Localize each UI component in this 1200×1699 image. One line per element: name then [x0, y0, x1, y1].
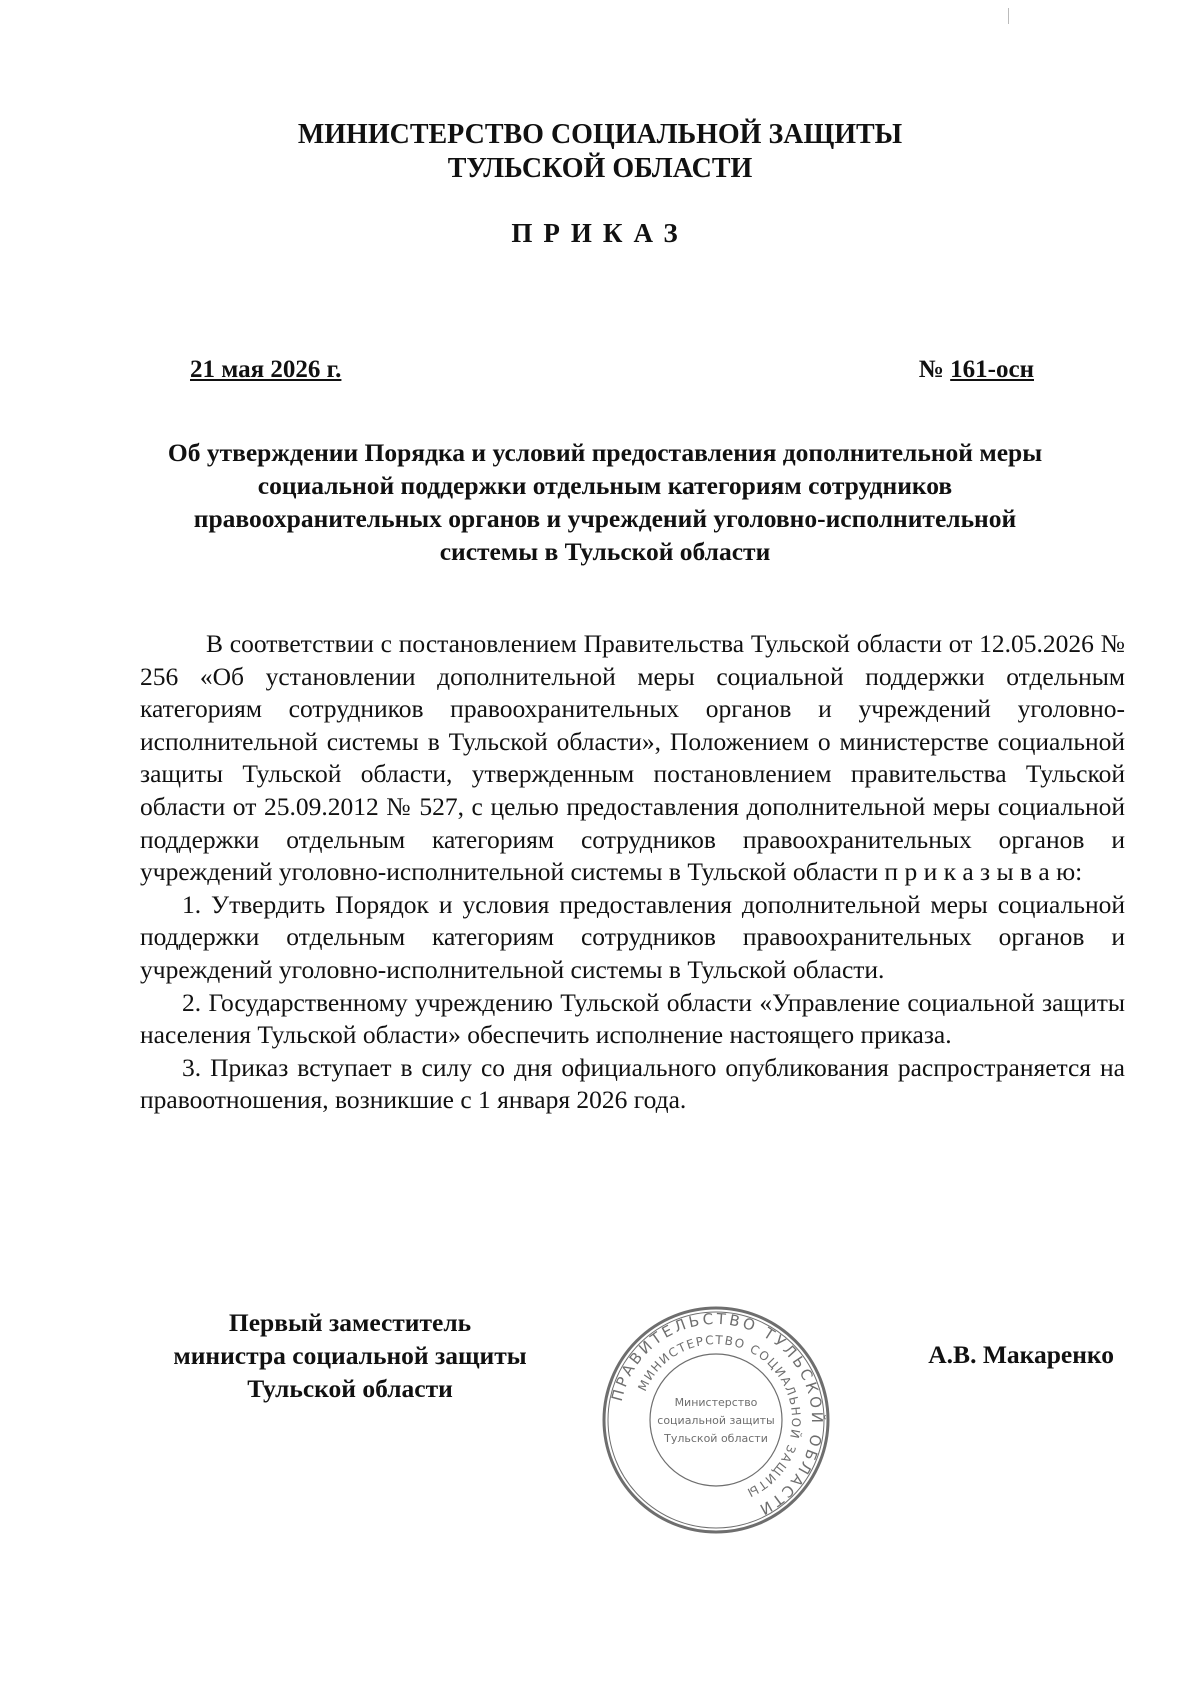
preamble-paragraph: В соответствии с постановлением Правительства Тульской области от 12.05.2026 № 256 «Об установлении дополнительной меры социальной поддержки отдельным категориям сотрудников правоохранительных органов и учреждений уголовно-исполнительной системы в Тульской области», Положением о министерстве социальной защиты Тульской области, утвержденным постановлением правительства Тульской области от 25.09.2012 № 527, с целью предоставления дополнительной меры социальной поддержки отдельным категориям сотрудников правоохранительных органов и учреждений уголовно-исполнительной системы в Тульской области п р и к а з ы в а ю: — [140, 629, 1125, 887]
seal-center-line1: Министерство — [674, 1396, 758, 1409]
signatory-position-line3: Тульской области — [247, 1374, 453, 1403]
seal-center-line3: Тульской области — [664, 1432, 768, 1445]
order-body — [140, 628, 1125, 1117]
order-number-label: № — [918, 356, 944, 383]
ministry-name-line1: МИНИСТЕРСТВО СОЦИАЛЬНОЙ ЗАЩИТЫ — [297, 119, 903, 150]
ministry-name — [0, 118, 1200, 186]
document-type-title: ПРИКАЗ — [511, 218, 689, 248]
signatory-position-line1: Первый заместитель — [228, 1308, 472, 1337]
signatory-position-line2: министра социальной защиты — [173, 1341, 527, 1370]
seal-center-line2: социальной защиты — [657, 1414, 775, 1427]
order-item-2: 2. Государственному учреждению Тульской области «Управление социальной защиты населения Тульской области» обеспечить исполнение настоящего приказа. — [140, 987, 1125, 1050]
order-subject-line4: системы в Тульской области — [439, 537, 771, 566]
signatory-position — [140, 1306, 560, 1405]
order-subject-line3: правоохранительных органов и учреждений уголовно-исполнительной — [193, 504, 1017, 533]
official-seal-stamp — [596, 1300, 836, 1540]
order-subject — [130, 436, 1080, 568]
signatory-name: А.В. Макаренко — [928, 1340, 1114, 1369]
scan-edge-mark — [1008, 8, 1009, 24]
order-item-3: 3. Приказ вступает в силу со дня официального опубликования распространяется на правоотношения, возникшие с 1 января 2026 года. — [140, 1052, 1125, 1115]
order-subject-line2: социальной поддержки отдельным категориям сотрудников — [257, 471, 953, 500]
order-number — [919, 356, 1034, 384]
order-subject-line1: Об утверждении Порядка и условий предоставления дополнительной меры — [167, 438, 1043, 467]
seal-outer-ring-path: ПРАВИТЕЛЬСТВО ТУЛЬСКОЙ ОБЛАСТИ — [607, 1309, 827, 1520]
ministry-name-line2: ТУЛЬСКОЙ ОБЛАСТИ — [447, 153, 753, 184]
order-number-value: 161-осн — [950, 356, 1034, 383]
order-item-1: 1. Утвердить Порядок и условия предоставления дополнительной меры социальной поддержки отдельным категориям сотрудников правоохранительных органов и учреждений уголовно-исполнительной системы в Тульской области. — [140, 889, 1125, 984]
order-date: 21 мая 2026 г. — [190, 356, 342, 383]
seal-inner-ring-path: МИНИСТЕРСТВО СОЦИАЛЬНОЙ ЗАЩИТЫ — [635, 1332, 804, 1501]
